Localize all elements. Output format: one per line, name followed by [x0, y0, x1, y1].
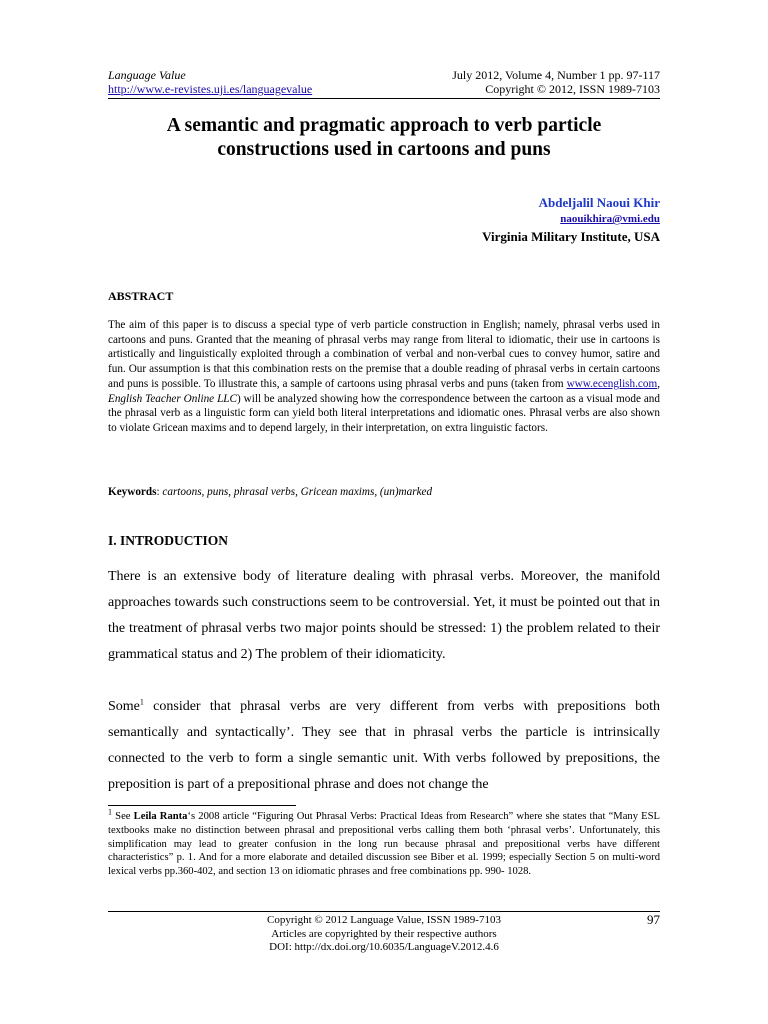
footnote-text: ‘s 2008 article “Figuring Out Phrasal Verbs: Practical Ideas from Research” where she states that “Many ESL textbooks make no distinction between phrasal and prepositional verbs calling them both ‘phrasal verbs’. Unfortunately, this simplification may lead to greater confusion in the long run because phrasal and prepositional verbs have different characteristics” p. 1. And for a more elaborate and detailed discussion see Biber et al. 1999; especially Section 5 on multi-word lexical verbs pp.360-402, and section 13 on idiomatic phrases and free combinations pp. 990- 1028.	[108, 811, 661, 878]
footer-rights: Articles are copyrighted by their respective authors	[271, 927, 497, 940]
title-line-1: A semantic and pragmatic approach to verb particle	[166, 115, 602, 136]
journal-name: Language Value	[108, 68, 186, 82]
footer-divider	[108, 911, 660, 912]
footnote-marker: 1	[108, 807, 112, 817]
header-copyright: Copyright © 2012, ISSN 1989-7103	[485, 82, 660, 96]
para2-rest: consider that phrasal verbs are very different from verbs with prepositions both semantically and syntactically’. They see that in phrasal verbs the particle is intrinsically connected to the verb to form a single semantic unit. With verbs followed by prepositions, the preposition is part of a prepositional phrase and does not change the	[108, 699, 660, 792]
footnote-divider	[108, 805, 296, 806]
abstract-heading: ABSTRACT	[108, 289, 174, 303]
keywords-label: Keywords	[108, 486, 157, 498]
issue-info: July 2012, Volume 4, Number 1 pp. 97-117	[452, 68, 660, 82]
title-line-2: constructions used in cartoons and puns	[217, 139, 551, 160]
author-institution: Virginia Military Institute, USA	[482, 229, 660, 244]
footnote-see: See	[112, 811, 134, 822]
page-number: 97	[647, 912, 660, 927]
abstract-text-1: The aim of this paper is to discuss a special type of verb particle construction in English; namely, phrasal verbs used in cartoons and puns. Granted that the meaning of phrasal verbs may range from literal to idiomatic, their use in cartoons is artistically and linguistically exploited through a combination of verbal and non-verbal cues to convey humor, satire and fun. Our assumption is that this combination rests on the premise that a double reading of phrasal verbs in certain cartoons and puns is possible. To illustrate this, a sample of cartoons using phrasal verbs and puns (taken from	[108, 319, 660, 390]
page-footer	[108, 914, 660, 955]
footnote-author: Leila Ranta	[133, 811, 188, 822]
abstract-separator: ,	[657, 377, 660, 390]
keywords-line	[108, 486, 660, 498]
keywords-colon: :	[156, 486, 163, 498]
para2-start: Some	[108, 699, 140, 714]
intro-paragraph-2	[108, 694, 660, 798]
author-name: Abdeljalil Naoui Khir	[538, 195, 660, 210]
abstract-source: English Teacher Online LLC	[108, 392, 237, 405]
section-heading: I. INTRODUCTION	[108, 533, 229, 548]
header-divider	[108, 98, 660, 99]
abstract-text-2: ) will be analyzed showing how the correspondence between the cartoon as a visual mode and the phrasal verb as a linguistic form can yield both literal interpretations and idiomatic ones. Phrasal verbs are also shown to violate Gricean maxims and to depend largely, in their interpretation, on extra linguistic factors.	[108, 392, 660, 434]
abstract-body	[108, 318, 660, 436]
paper-title	[108, 114, 660, 162]
intro-paragraph-1: There is an extensive body of literature dealing with phrasal verbs. Moreover, the manifold approaches towards such constructions seem to be controversial. Yet, it must be pointed out that in the treatment of phrasal verbs two major points should be stressed: 1) the problem related to their grammatical status and 2) The problem of their idiomaticity.	[108, 569, 660, 662]
author-block	[482, 194, 660, 245]
keywords-values: cartoons, puns, phrasal verbs, Gricean maxims, (un)marked	[162, 486, 433, 498]
footer-doi: DOI: http://dx.doi.org/10.6035/LanguageV.2012.4.6	[269, 941, 499, 953]
footnote	[108, 807, 661, 879]
footer-copyright: Copyright © 2012 Language Value, ISSN 1989-7103	[267, 914, 501, 926]
author-email-link[interactable]: naouikhira@vmi.edu	[560, 213, 660, 225]
footnote-ref[interactable]: 1	[139, 697, 144, 707]
journal-url-link[interactable]: http://www.e-revistes.uji.es/languagevalue	[108, 82, 313, 96]
ecenglish-link[interactable]: www.ecenglish.com	[566, 377, 658, 390]
